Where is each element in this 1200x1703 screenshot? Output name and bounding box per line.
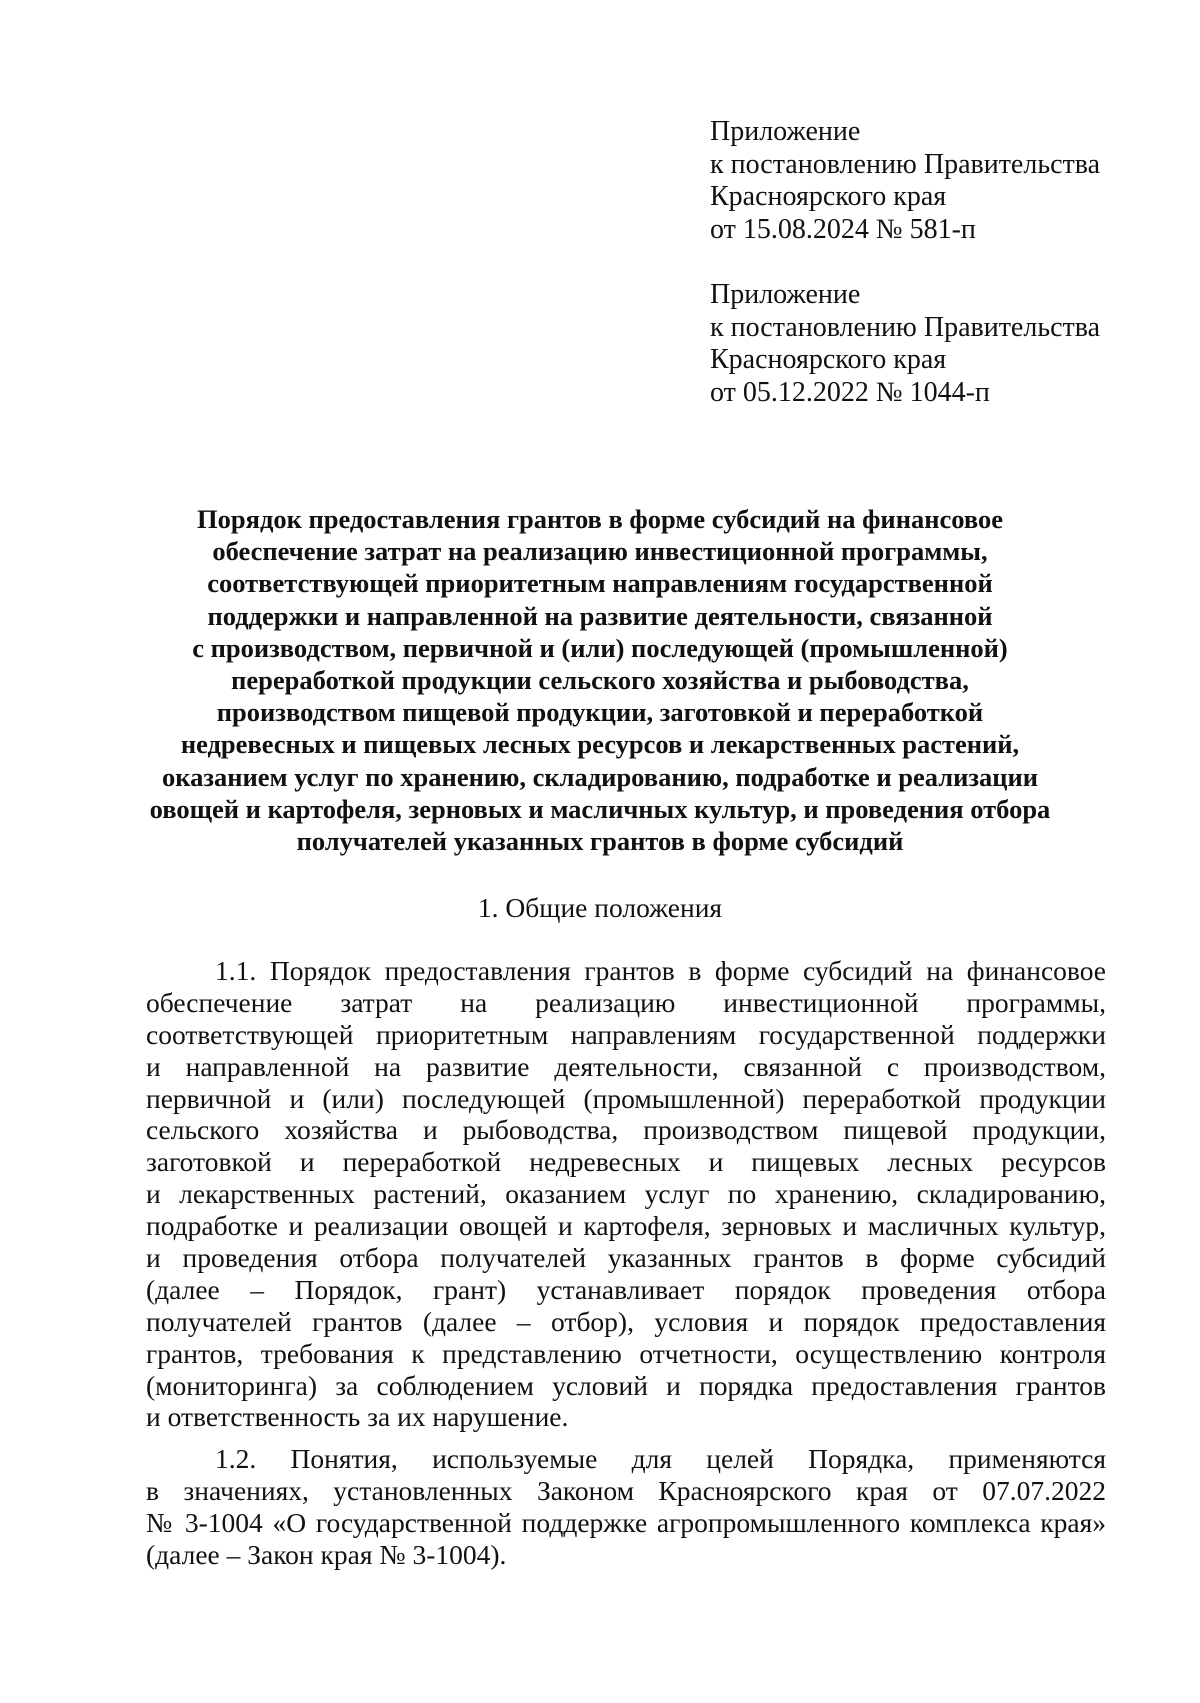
- paragraph-line: и проведения отбора получателей указанных грантов в форме субсидий: [146, 1242, 1106, 1274]
- paragraph-line: грантов, требования к представлению отчетности, осуществлению контроля: [146, 1337, 1106, 1369]
- title-line: овощей и картофеля, зерновых и масличных культур, и проведения отбора: [149, 793, 1051, 824]
- title-line: поддержки и направленной на развитие деятельности, связанной: [207, 600, 993, 631]
- approval-line: Красноярского края: [710, 344, 947, 375]
- approval-block-2024: [710, 116, 1130, 246]
- paragraph-line: 1.1. Порядок предоставления грантов в форме субсидий на финансовое: [215, 955, 1106, 986]
- title-line: получателей указанных грантов в форме субсидий: [296, 826, 904, 857]
- paragraph-line: и направленной на развитие деятельности, связанной с производством,: [146, 1050, 1106, 1082]
- paragraph-line: получателей грантов (далее – отбор), условия и порядок предоставления: [146, 1305, 1106, 1337]
- paragraph-1-1: [146, 955, 1106, 1433]
- paragraph-line: сельского хозяйства и рыбоводства, производством пищевой продукции,: [146, 1114, 1106, 1146]
- paragraph-line: (далее – Закон края № 3-1004).: [146, 1538, 507, 1570]
- approval-line: Приложение: [710, 279, 861, 310]
- paragraph-line: № 3-1004 «О государственной поддержке агропромышленного комплекса края»: [146, 1506, 1106, 1538]
- title-line: оказанием услуг по хранению, складированию, подработке и реализации: [161, 761, 1039, 792]
- approval-line: к постановлению Правительства: [710, 148, 1101, 180]
- title-line: переработкой продукции сельского хозяйства и рыбоводства,: [231, 665, 969, 696]
- paragraph-line: первичной и (или) последующей (промышленной) переработкой продукции: [146, 1082, 1106, 1114]
- paragraph-line: в значениях, установленных Законом Красноярского края от 07.07.2022: [146, 1474, 1106, 1506]
- paragraph-line: подработке и реализации овощей и картофеля, зерновых и масличных культур,: [146, 1210, 1106, 1242]
- document-title: [120, 503, 1080, 857]
- title-line: Порядок предоставления грантов в форме субсидий на финансовое: [197, 504, 1003, 534]
- paragraph-line: и ответственность за их нарушение.: [146, 1401, 569, 1433]
- section-heading: 1. Общие положения: [477, 892, 723, 923]
- paragraph-line: 1.2. Понятия, используемые для целей Порядка, применяются: [215, 1443, 1106, 1474]
- title-line: с производством, первичной и (или) последующей (промышленной): [192, 632, 1008, 663]
- paragraph-line: (далее – Порядок, грант) устанавливает порядок проведения отбора: [146, 1273, 1106, 1305]
- paragraph-line: соответствующей приоритетным направлениям государственной поддержки: [146, 1018, 1106, 1050]
- paragraph-line: заготовкой и переработкой недревесных и пищевых лесных ресурсов: [146, 1146, 1106, 1178]
- title-line: производством пищевой продукции, заготовкой и переработкой: [216, 697, 984, 728]
- paragraph-1-2: [146, 1443, 1106, 1571]
- approval-line: Приложение: [710, 116, 861, 147]
- approval-line: от 05.12.2022 № 1044-п: [710, 376, 990, 408]
- approval-line: к постановлению Правительства: [710, 311, 1101, 343]
- approval-block-2022: [710, 279, 1130, 409]
- title-line: обеспечение затрат на реализацию инвестиционной программы,: [212, 536, 988, 567]
- title-line: недревесных и пищевых лесных ресурсов и лекарственных растений,: [180, 729, 1020, 760]
- approval-line: от 15.08.2024 № 581-п: [710, 213, 976, 245]
- paragraph-line: обеспечение затрат на реализацию инвестиционной программы,: [146, 986, 1106, 1018]
- title-line: соответствующей приоритетным направлениям государственной: [207, 568, 993, 599]
- approval-line: Красноярского края: [710, 181, 947, 212]
- paragraph-line: и лекарственных растений, оказанием услуг по хранению, складированию,: [146, 1178, 1106, 1210]
- paragraph-line: (мониторинга) за соблюдением условий и порядка предоставления грантов: [146, 1369, 1106, 1401]
